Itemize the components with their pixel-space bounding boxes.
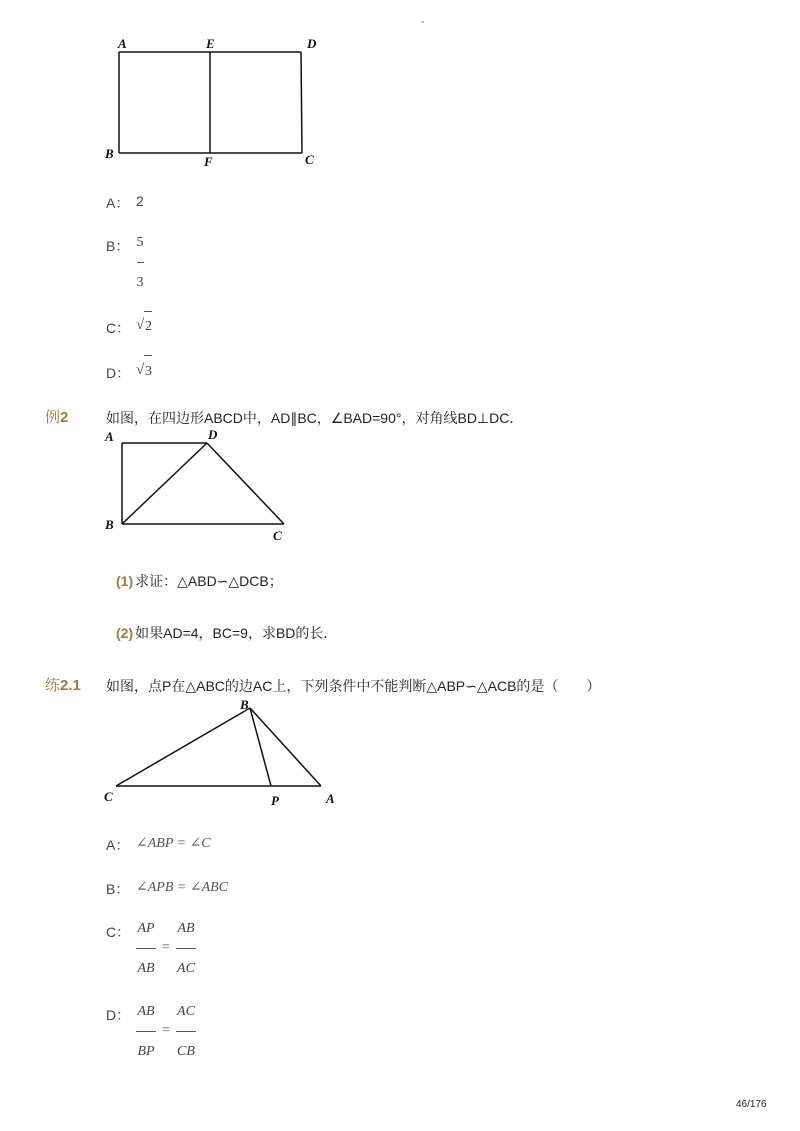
point-label-e: E (206, 36, 215, 51)
point-label-b: B (105, 146, 114, 161)
option-c-left-numerator: AP (137, 921, 155, 936)
example-2-question: 如图，在四边形ABCD中，AD∥BC，∠BAD=90°，对角线BD⊥DC． (106, 410, 524, 426)
example-2-part-2 (116, 623, 337, 643)
option-c-right-numerator: AB (177, 921, 195, 936)
example-2-label (45, 406, 68, 427)
option-d-equals: = (162, 1023, 170, 1038)
point-label-b: B (105, 517, 114, 532)
option-d-left-numerator: AB (137, 1004, 155, 1019)
practice-option-a-label: A： (106, 837, 130, 853)
segment-dc (207, 443, 284, 524)
point-label-c: C (273, 528, 282, 543)
option-c-label: C： (106, 320, 131, 336)
point-label-a: A (118, 36, 127, 51)
part-number: (1) (116, 573, 134, 589)
option-a-label: A： (106, 195, 130, 211)
practice-option-d-label: D： (106, 1007, 131, 1023)
part-text: 如果AD=4，BC=9，求BD的长． (135, 625, 338, 641)
option-a-value: 2 (136, 193, 144, 209)
option-d-left-bar (136, 1031, 156, 1032)
option-b-fraction-bar (137, 262, 144, 263)
option-d-right-denominator: CB (177, 1044, 195, 1059)
point-label-a: A (105, 429, 114, 444)
point-label-b: B (240, 697, 249, 712)
segment-dc (301, 52, 302, 153)
point-label-p: P (271, 793, 279, 808)
practice-prefix: 练 (45, 677, 61, 694)
option-b-denominator: 3 (136, 275, 144, 290)
option-d-left-denominator: BP (137, 1044, 155, 1059)
part-text: 求证：△ABD∽△DCB； (135, 573, 283, 589)
figure-rectangle-abcd (100, 34, 330, 174)
point-label-a: A (326, 791, 335, 806)
practice-option-b-math: ∠APB = ∠ABC (136, 880, 229, 895)
practice-option-c-label: C： (106, 924, 131, 940)
practice-option-a-math: ∠ABP = ∠C (136, 836, 211, 851)
option-b-numerator: 5 (136, 235, 144, 250)
example-number: 2 (60, 409, 69, 426)
point-label-d: D (208, 427, 218, 442)
segment-cb (116, 708, 250, 786)
example-2-part-1 (116, 571, 283, 591)
practice-2-1-label (45, 674, 81, 695)
option-c-right-bar (176, 948, 196, 949)
option-c-sqrt-symbol: √ (136, 317, 145, 333)
example-prefix: 例 (45, 409, 61, 426)
option-b-label: B： (106, 238, 130, 254)
option-d-right-bar (176, 1031, 196, 1032)
page-number: 46/176 (736, 1099, 767, 1110)
point-label-c: C (305, 152, 314, 167)
segment-bd (122, 443, 207, 524)
figure-triangle-abc (100, 693, 350, 818)
option-d-overbar (144, 355, 152, 356)
practice-option-b-label: B： (106, 881, 130, 897)
option-d-right-numerator: AC (177, 1004, 195, 1019)
option-c-overbar (144, 311, 152, 312)
point-label-f: F (204, 154, 213, 169)
practice-number: 2.1 (60, 677, 81, 694)
option-c-equals: = (162, 940, 170, 955)
option-c-left-bar (136, 948, 156, 949)
option-c-left-denominator: AB (137, 961, 155, 976)
option-c-right-denominator: AC (177, 961, 195, 976)
option-c-radicand: 2 (145, 319, 152, 334)
option-d-radicand: 3 (145, 364, 152, 379)
header-mark: - (421, 16, 425, 28)
option-d-sqrt-symbol: √ (136, 362, 145, 378)
option-d-label: D： (106, 365, 131, 381)
point-label-d: D (307, 36, 317, 51)
practice-2-1-question: 如图，点P在△ABC的边AC上，下列条件中不能判断△ABP∽△ACB的是（ ） (106, 678, 601, 694)
point-label-c: C (104, 789, 113, 804)
part-number: (2) (116, 625, 134, 641)
figure-quadrilateral-abcd (100, 426, 300, 546)
